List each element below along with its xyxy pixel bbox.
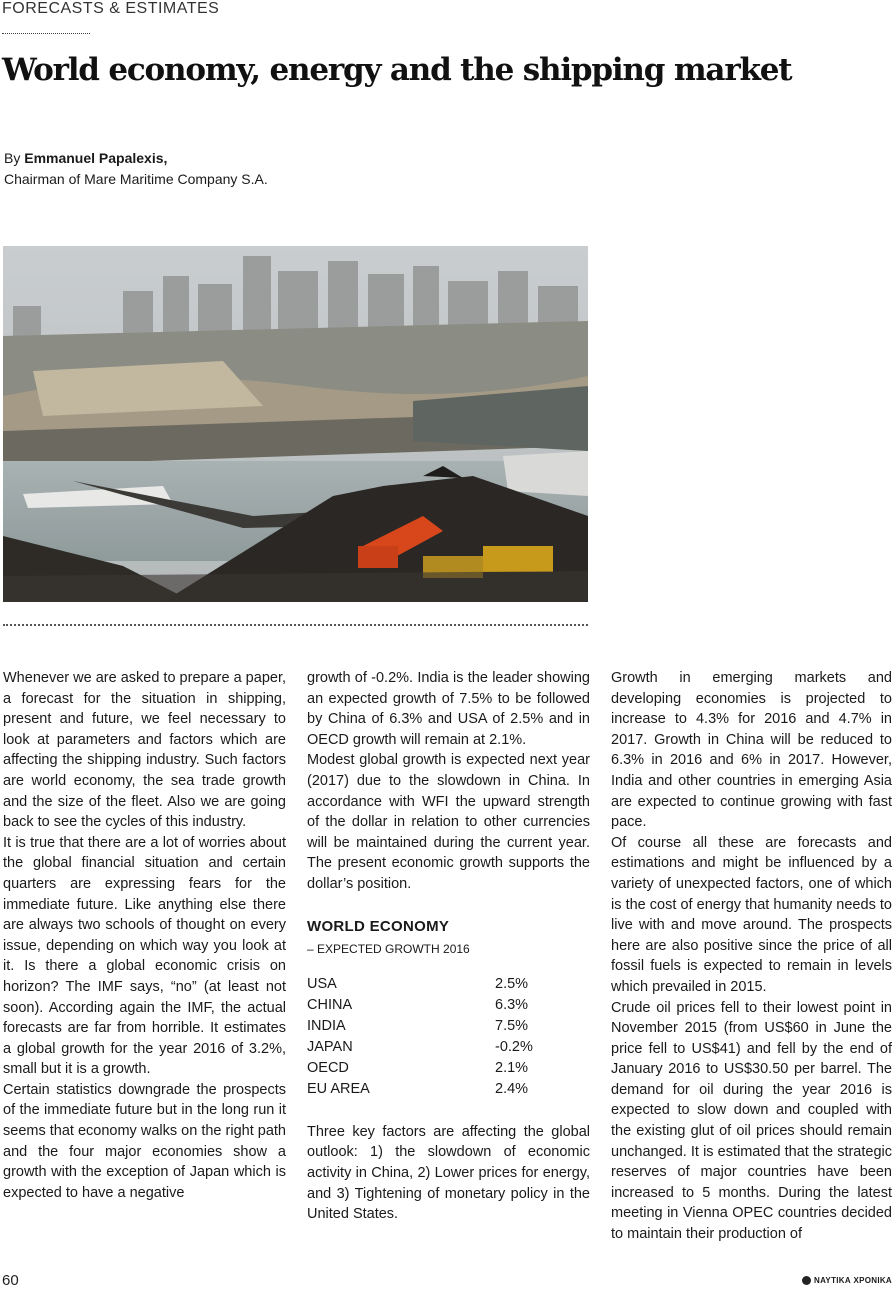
paragraph: Growth in emerging markets and developing economies is projected to increase to 4.3% for 2016 and 4.7% in 2017. Growth in China will be reduced to 6.3% in 2016 and 6% in 2017. However, India and other countries in emerging Asia are expected to continue growing with fast pace. (611, 670, 892, 831)
growth-value-cell: 2.5% (495, 975, 529, 992)
paragraph: Three key factors are affecting the global outlook: 1) the slowdown of economic activity in China, 2) Lower prices for energy, and 3) Tightening of monetary policy in the United States. (307, 1123, 590, 1223)
growth-value-cell: 6.3% (495, 996, 529, 1013)
country-cell: INDIA (307, 1017, 346, 1034)
paragraph: Crude oil prices fell to their lowest point in November 2015 (from US$60 in June the price fell to US$41) and fell by the end of January 2016 to US$30.50 per barrel. The demand for oil during the year 2016 is expected to slow down and coupled with the existing glut of oil prices should remain unchanged. It is estimated that the strategic reserves of major countries have been increased to 5 months. During the latest meeting in Vienna OPEC countries decided to maintain their production of (611, 999, 892, 1243)
section-divider (2, 33, 90, 34)
world-economy-subheading: – EXPECTED GROWTH 2016 (307, 942, 470, 957)
country-cell: CHINA (307, 996, 353, 1013)
article-photo (3, 246, 588, 602)
growth-value-cell: 2.4% (495, 1080, 529, 1097)
world-economy-heading: WORLD ECONOMY (307, 917, 450, 935)
growth-value-cell: -0.2% (495, 1038, 533, 1055)
table-row (307, 1079, 590, 1100)
page-number: 60 (2, 1272, 19, 1289)
photo-icon (3, 246, 588, 602)
column-2 (307, 668, 590, 1225)
country-cell: JAPAN (307, 1038, 353, 1055)
paragraph: Of course all these are forecasts and estimations and might be influenced by a variety of unexpected factors, one of which is the cost of energy that humanity needs to live with and move around. The prospects here are also positive since the price of all fossil fuels is expected to remain in levels which prevailed in 2015. (611, 834, 892, 995)
growth-value-cell: 2.1% (495, 1059, 529, 1076)
table-row (307, 974, 590, 995)
country-cell: EU AREA (307, 1080, 370, 1097)
table-row (307, 1016, 590, 1037)
paragraph: growth of -0.2%. India is the leader showing an expected growth of 7.5% to be followed by China of 6.3% and USA of 2.5% and in OECD growth will remain at 2.1%. (307, 670, 590, 748)
photo-divider (3, 624, 588, 626)
country-cell: OECD (307, 1059, 349, 1076)
paragraph: Modest global growth is expected next year (2017) due to the slowdown in China. In accordance with WFI the upward strength of the dollar in relation to other currencies will be maintained during the current year. The present economic growth supports the dollar’s position. (307, 752, 590, 892)
section-tag: FORECASTS & ESTIMATES (2, 0, 220, 17)
publication-brand (802, 1276, 892, 1285)
column-3 (611, 668, 892, 1245)
growth-value-cell: 7.5% (495, 1017, 529, 1034)
country-cell: USA (307, 975, 337, 992)
brand-name: ΝΑΥΤΙΚΑ ΧΡΟΝΙΚΑ (814, 1276, 892, 1285)
byline-author-line (4, 148, 268, 169)
paragraph: Certain statistics downgrade the prospects of the immediate future but in the long run it seems that economy walks on the right path and the four major economies show a growth with the exception of Japan which is expected to have a negative (3, 1081, 286, 1201)
column-1 (3, 668, 286, 1203)
author-name: Emmanuel Papalexis, (24, 150, 168, 166)
byline-prefix: By (4, 150, 25, 166)
author-role: Chairman of Mare Maritime Company S.A. (4, 171, 268, 187)
paragraph: It is true that there are a lot of worries about the global financial situation and certain quarters are expressing fears for the immediate future. Like anything else there are always two schools of thought on every issue, depending on which way you look at it. Is there a global economic crisis on horizon? The IMF says, “no” (at least not soon). According again the IMF, the actual forecasts are far from horrible. It estimates a global growth for the year 2016 of 3.2%, small but it is a growth. (3, 834, 286, 1078)
article-title: World economy, energy and the shipping market (2, 52, 792, 88)
table-row (307, 995, 590, 1016)
brand-logo-icon (802, 1276, 811, 1285)
table-row (307, 1058, 590, 1079)
growth-table (307, 974, 590, 1100)
paragraph: Whenever we are asked to prepare a paper, a forecast for the situation in shipping, present and future, we feel necessary to look at parameters and factors which are affecting the shipping industry. Such factors are world economy, the sea trade growth and the size of the fleet. Also we are going back to see the cycles of this industry. (3, 670, 286, 831)
table-row (307, 1037, 590, 1058)
byline (4, 148, 268, 190)
